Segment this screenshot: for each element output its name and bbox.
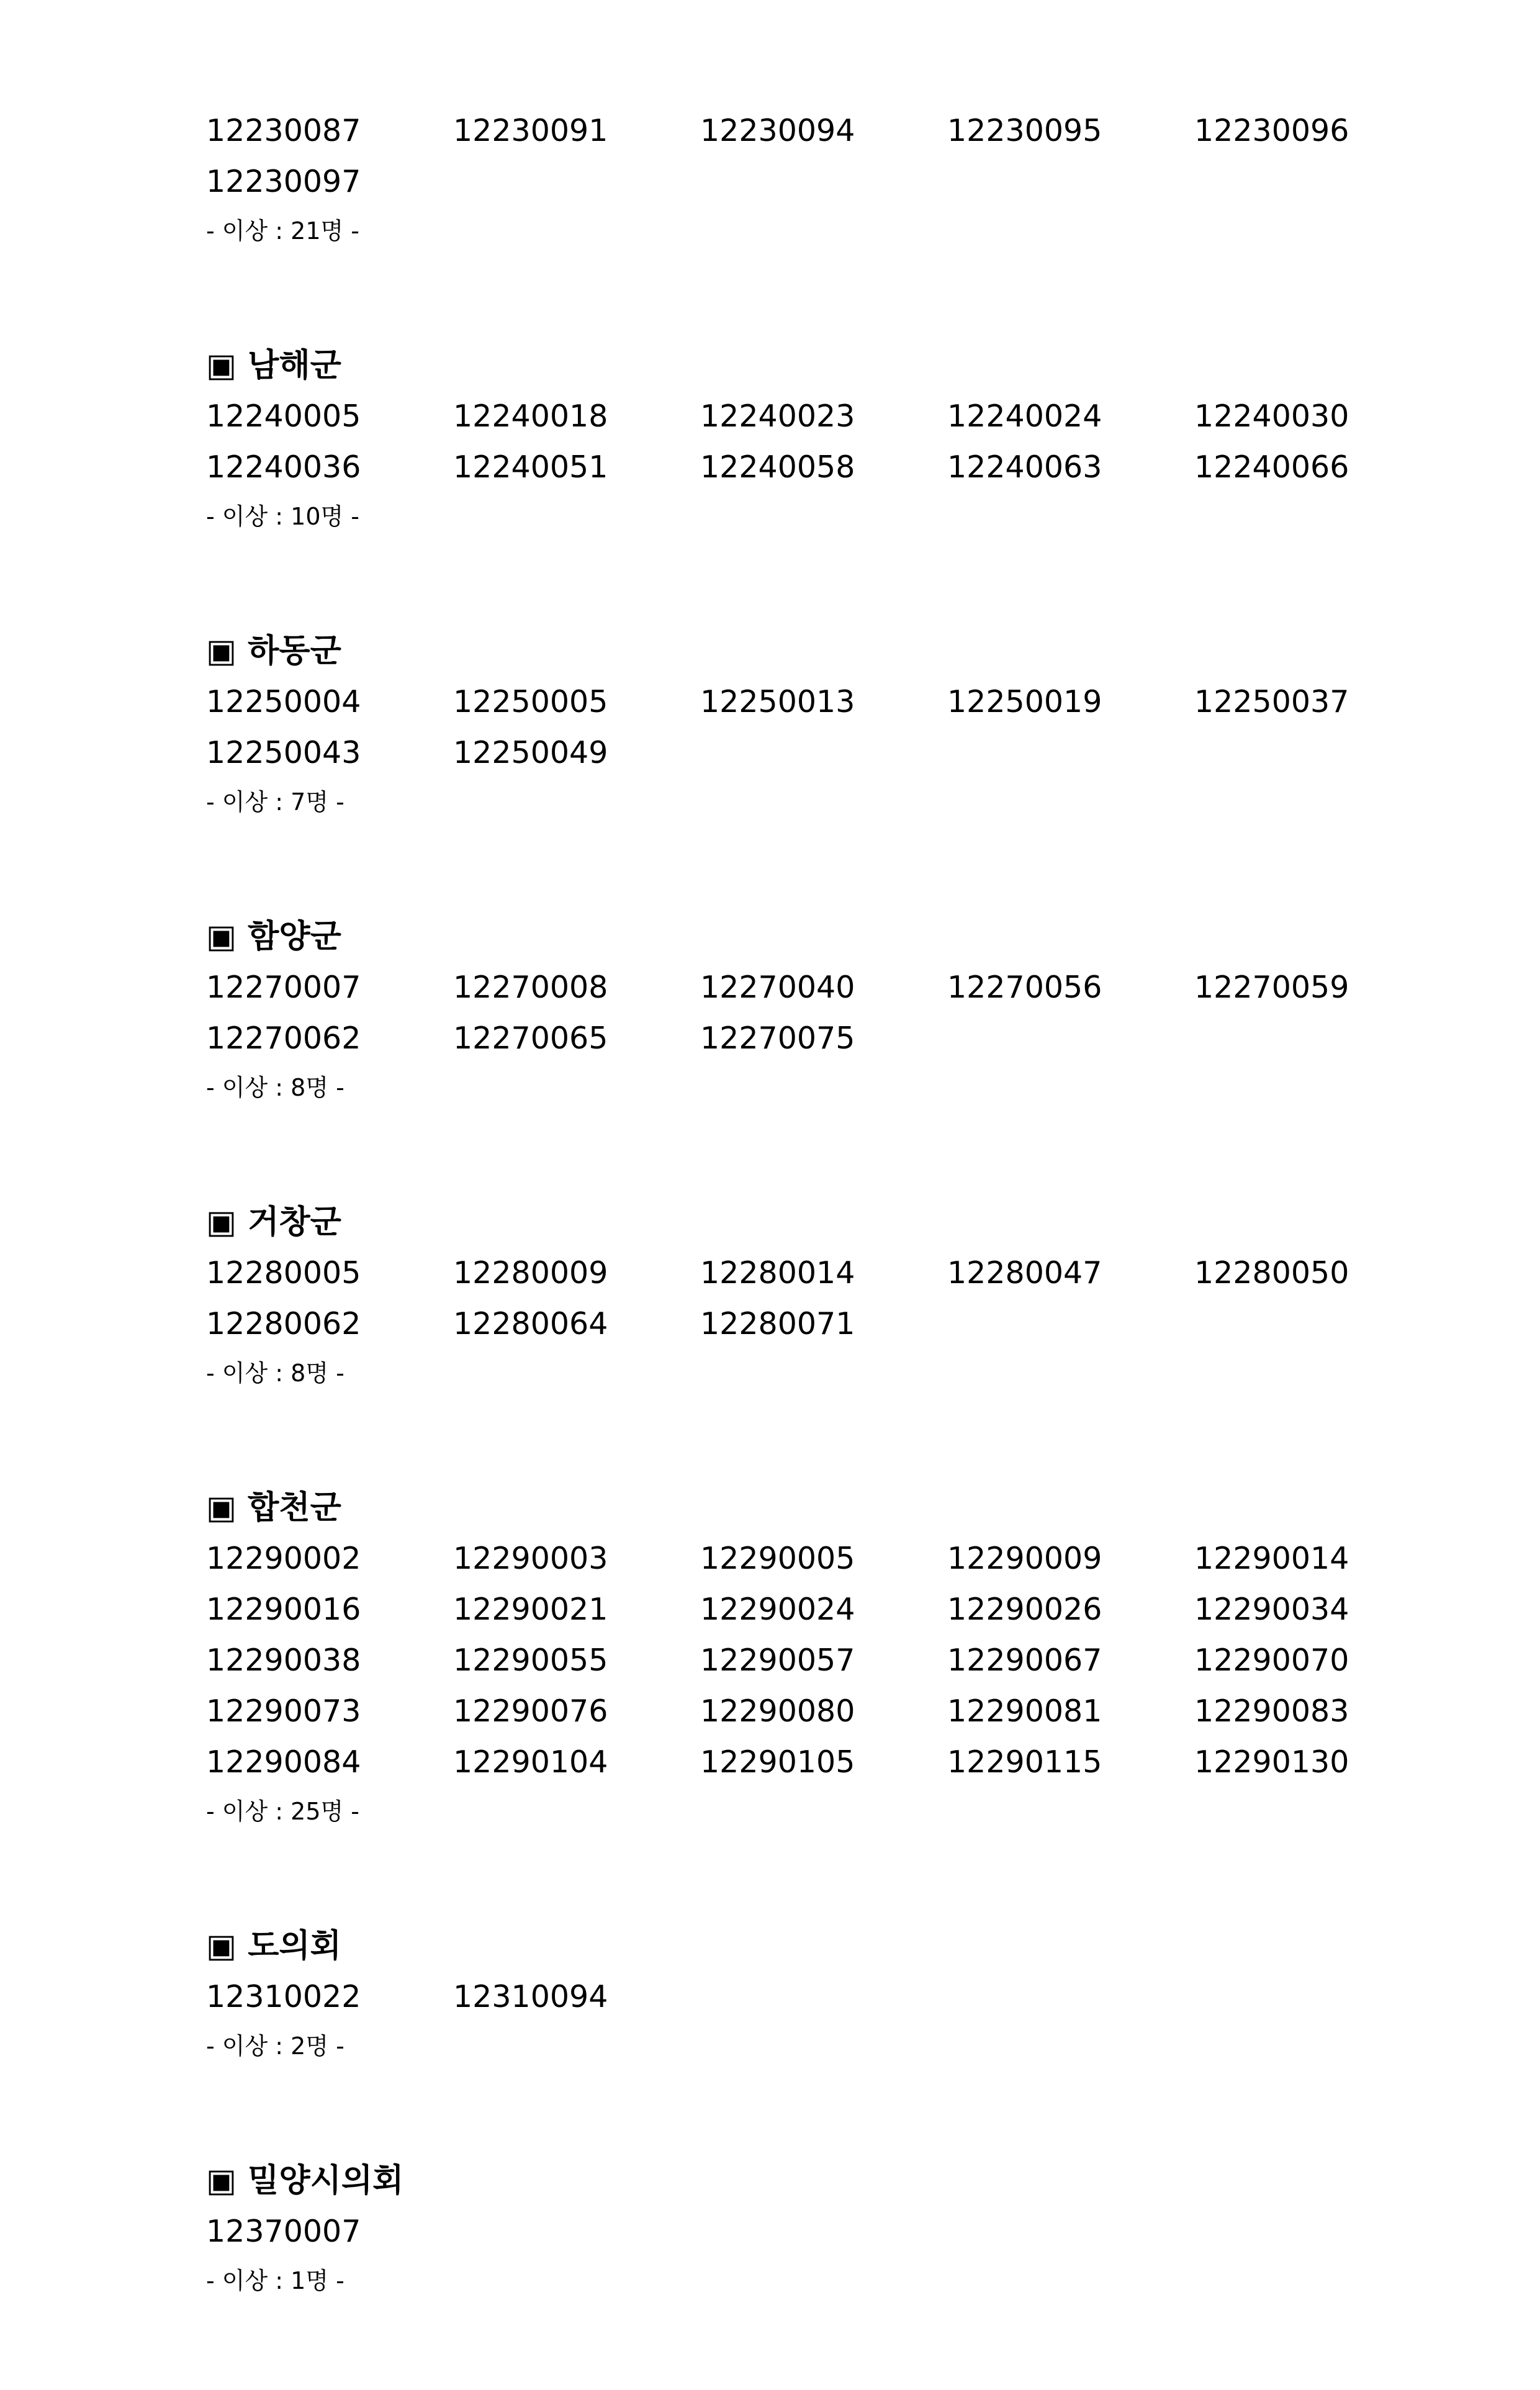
id-number: 12250019: [947, 684, 1102, 719]
section-heading: [206, 1921, 1385, 1972]
section-heading: [206, 1482, 1385, 1533]
section-heading: [206, 340, 1385, 391]
id-number: 12230095: [947, 113, 1102, 148]
id-number: 12290024: [700, 1592, 855, 1627]
id-number: 12240051: [453, 449, 608, 485]
id-number: 12290002: [206, 1541, 361, 1576]
id-number: 12270062: [206, 1021, 361, 1056]
section-summary: - 이상 : 1명 -: [206, 2267, 344, 2294]
square-marker-icon: ▣: [206, 347, 237, 384]
section-summary: - 이상 : 2명 -: [206, 2032, 344, 2060]
id-number: 12290014: [1194, 1541, 1349, 1576]
section-summary: - 이상 : 7명 -: [206, 788, 344, 816]
id-number: 12280071: [700, 1306, 855, 1342]
section-title: 남해군: [248, 347, 341, 384]
id-number: 12280009: [453, 1255, 608, 1291]
id-number: 12240030: [1194, 399, 1349, 434]
id-number: 12290130: [1194, 1744, 1349, 1780]
id-number: 12310022: [206, 1979, 361, 2014]
id-number: 12290016: [206, 1592, 361, 1627]
id-number: 12280064: [453, 1306, 608, 1342]
section-title: 밀양시의회: [248, 2162, 404, 2199]
id-number: 12290073: [206, 1693, 361, 1729]
id-number: 12270008: [453, 970, 608, 1005]
section-summary: - 이상 : 8명 -: [206, 1074, 344, 1101]
id-number: 12270075: [700, 1021, 855, 1056]
id-number: 12230097: [206, 164, 361, 199]
id-number: 12240058: [700, 449, 855, 485]
id-grid: [206, 962, 1385, 1064]
id-number: 12240024: [947, 399, 1102, 434]
id-number: 12290115: [947, 1744, 1102, 1780]
district-section: [206, 911, 1385, 1111]
id-grid: [206, 2206, 1385, 2257]
id-number: 12230096: [1194, 113, 1349, 148]
id-number: 12250037: [1194, 684, 1349, 719]
section-heading: [206, 626, 1385, 677]
id-number: 12240063: [947, 449, 1102, 485]
id-number: 12240005: [206, 399, 361, 434]
id-number: 12270007: [206, 970, 361, 1005]
section-title: 함양군: [248, 918, 341, 955]
district-section: [206, 1197, 1385, 1397]
id-number: 12290070: [1194, 1643, 1349, 1678]
id-grid: [206, 106, 1385, 207]
id-number: 12280014: [700, 1255, 855, 1291]
id-number: 12250049: [453, 735, 608, 770]
id-number: 12250004: [206, 684, 361, 719]
section-title: 도의회: [248, 1928, 341, 1965]
section-title: 하동군: [248, 633, 341, 670]
section-summary: - 이상 : 25명 -: [206, 1798, 360, 1825]
section-heading: [206, 2155, 1385, 2206]
id-number: 12230091: [453, 113, 608, 148]
id-number: 12370007: [206, 2214, 361, 2249]
id-number: 12290081: [947, 1693, 1102, 1729]
section-title: 합천군: [248, 1489, 341, 1526]
id-number: 12290084: [206, 1744, 361, 1780]
id-grid: [206, 1972, 1385, 2022]
id-number: 12290104: [453, 1744, 608, 1780]
district-section: [206, 106, 1385, 255]
square-marker-icon: ▣: [206, 1204, 237, 1241]
id-number: 12290083: [1194, 1693, 1349, 1729]
id-number: 12280047: [947, 1255, 1102, 1291]
id-grid: [206, 1533, 1385, 1788]
id-number: 12230087: [206, 113, 361, 148]
id-number: 12290076: [453, 1693, 608, 1729]
id-number: 12310094: [453, 1979, 608, 2014]
id-number: 12290067: [947, 1643, 1102, 1678]
id-number: 12240023: [700, 399, 855, 434]
id-number: 12270040: [700, 970, 855, 1005]
id-number: 12290034: [1194, 1592, 1349, 1627]
id-number: 12280050: [1194, 1255, 1349, 1291]
id-grid: [206, 677, 1385, 778]
section-summary: - 이상 : 21명 -: [206, 217, 360, 245]
id-number: 12290005: [700, 1541, 855, 1576]
square-marker-icon: ▣: [206, 1928, 237, 1965]
id-grid: [206, 1248, 1385, 1350]
square-marker-icon: ▣: [206, 2162, 237, 2199]
id-number: 12270056: [947, 970, 1102, 1005]
section-title: 거창군: [248, 1204, 341, 1241]
section-summary: - 이상 : 10명 -: [206, 503, 360, 530]
id-number: 12250043: [206, 735, 361, 770]
id-number: 12290026: [947, 1592, 1102, 1627]
id-number: 12280005: [206, 1255, 361, 1291]
id-number: 12290057: [700, 1643, 855, 1678]
district-section: [206, 2155, 1385, 2304]
section-heading: [206, 911, 1385, 962]
district-section: [206, 626, 1385, 826]
id-number: 12290105: [700, 1744, 855, 1780]
id-number: 12290038: [206, 1643, 361, 1678]
section-heading: [206, 1197, 1385, 1248]
id-number: 12290080: [700, 1693, 855, 1729]
id-number: 12270059: [1194, 970, 1349, 1005]
district-section: [206, 340, 1385, 540]
id-number: 12280062: [206, 1306, 361, 1342]
id-number: 12250013: [700, 684, 855, 719]
id-number: 12240018: [453, 399, 608, 434]
document-body: [206, 106, 1385, 2390]
square-marker-icon: ▣: [206, 918, 237, 955]
id-number: 12240036: [206, 449, 361, 485]
section-summary: - 이상 : 8명 -: [206, 1360, 344, 1387]
square-marker-icon: ▣: [206, 1489, 237, 1526]
id-number: 12240066: [1194, 449, 1349, 485]
id-grid: [206, 391, 1385, 493]
district-section: [206, 1482, 1385, 1835]
id-number: 12290009: [947, 1541, 1102, 1576]
id-number: 12270065: [453, 1021, 608, 1056]
id-number: 12290021: [453, 1592, 608, 1627]
id-number: 12230094: [700, 113, 855, 148]
id-number: 12290003: [453, 1541, 608, 1576]
district-section: [206, 1921, 1385, 2070]
id-number: 12250005: [453, 684, 608, 719]
id-number: 12290055: [453, 1643, 608, 1678]
square-marker-icon: ▣: [206, 633, 237, 670]
